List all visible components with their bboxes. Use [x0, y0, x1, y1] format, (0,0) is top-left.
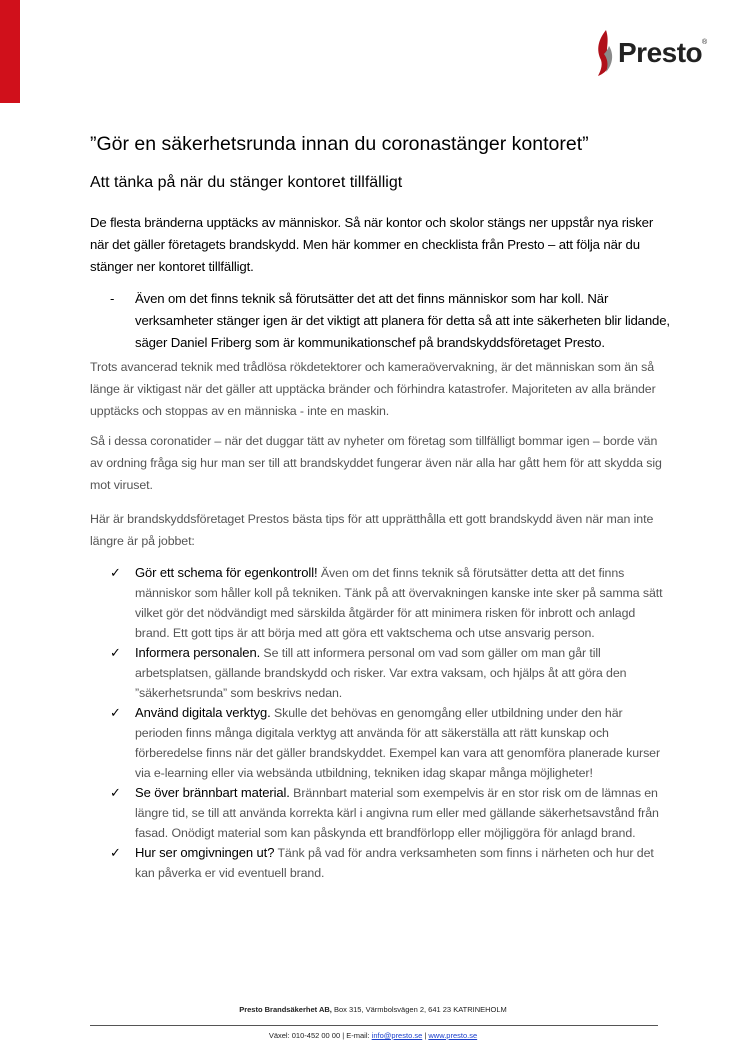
- checklist-item: [110, 563, 665, 643]
- email-link[interactable]: info@presto.se: [371, 1031, 423, 1040]
- body-paragraph: Trots avancerad teknik med trådlösa rökdetektorer och kameraövervakning, är det människan som än så länge är viktigast när det gäller att upptäcka bränder och förhindra katastrofer. Majoriteten av alla bränder upptäcks och stoppas av en människa - inte en maskin.: [90, 360, 656, 418]
- tip-heading: Använd digitala verktyg.: [135, 705, 271, 720]
- checklist-item: [110, 843, 665, 883]
- checkmark-icon: ✓: [110, 645, 121, 660]
- checkmark-icon: ✓: [110, 565, 121, 580]
- presto-logo: [594, 28, 714, 80]
- tip-text: Tänk på vad för andra verksamheten som finns i närheten och hur det kan påverka er vid eventuell brand.: [135, 846, 654, 880]
- footer-contact: [0, 1031, 746, 1040]
- tip-text: Även om det finns teknik så förutsätter detta att det finns människor som håller koll på tekniken. Tänk på att övervakningen kanske inte sker på samma sätt vilket gör det nödvändigt med särskilda åtgärder för att minimera risken för inbrott och anlagd brand. Ett gott tips är att börja med att göra ett vaktschema och utse ansvarig person.: [135, 566, 663, 640]
- lead-paragraph: De flesta bränderna upptäcks av människor. Så när kontor och skolor stängs ner uppstår nya risker när det gäller företagets brandskydd. Men här kommer en checklista från Presto – att följa när du stänger ner kontoret tillfälligt.: [90, 215, 654, 274]
- tip-heading: Se över brännbart material.: [135, 785, 290, 800]
- registered-mark: ®: [702, 39, 708, 46]
- quote-dash: -: [110, 291, 115, 306]
- footer-separator: |: [422, 1031, 429, 1040]
- checkmark-icon: ✓: [110, 705, 121, 720]
- footer-separator: |: [340, 1031, 347, 1040]
- tip-text: Skulle det behövas en genomgång eller utbildning under den här perioden finns många digitala verktyg att använda för att säkerställa att rätt kunskap och förberedelse finns när det gäller brandskyddet. Exempel kan vara att genomföra planerade kurser via e-learning eller via websända utbildning, tekniken idag skapar många möjligheter!: [135, 706, 660, 780]
- website-link[interactable]: www.presto.se: [428, 1031, 478, 1040]
- quote-block: [110, 288, 670, 354]
- checklist-item: [110, 703, 665, 783]
- red-accent-bar: [0, 0, 20, 103]
- tip-heading: Hur ser omgivningen ut?: [135, 845, 275, 860]
- logo-wordmark: Presto: [618, 37, 703, 68]
- checklist-item: [110, 643, 665, 703]
- tip-text: Se till att informera personal om vad som gäller om man går till arbetsplatsen, gällande brandskydd och risker. Var extra vaksam, och hjälps åt att göra den ”säkerhetsrunda” som beskrivs nedan.: [135, 646, 627, 700]
- tip-heading: Gör ett schema för egenkontroll!: [135, 565, 318, 580]
- footer-phone: Växel: 010-452 00 00: [268, 1031, 341, 1040]
- page-title: ”Gör en säkerhetsrunda innan du coronastänger kontoret”: [90, 133, 589, 155]
- tips-checklist: [110, 563, 665, 883]
- footer-address: [0, 1005, 746, 1014]
- footer-postal-address: Box 315, Värmbolsvägen 2, 641 23 KATRINEHOLM: [331, 1005, 507, 1014]
- checklist-item: [110, 783, 665, 843]
- footer-company: Presto Brandsäkerhet AB,: [239, 1005, 332, 1014]
- footer-divider: [90, 1025, 658, 1026]
- footer-email-label: E-mail:: [346, 1031, 372, 1040]
- flame-icon: [594, 28, 616, 78]
- checkmark-icon: ✓: [110, 785, 121, 800]
- checkmark-icon: ✓: [110, 845, 121, 860]
- quote-text: Även om det finns teknik så förutsätter det att det finns människor som har koll. När verksamheter stänger igen är det viktigt att planera för detta så att inte säkerheten blir lidande, säger Daniel Friberg som är kommunikationschef på brandskyddsföretaget Presto.: [135, 291, 670, 350]
- body-paragraph: Så i dessa coronatider – när det duggar tätt av nyheter om företag som tillfälligt bommar igen – borde vän av ordning fråga sig hur man ser till att brandskyddet fungerar även när alla har gått hem för att skydda sig mot viruset.: [90, 434, 662, 492]
- body-paragraph: Här är brandskyddsföretaget Prestos bästa tips för att upprätthålla ett gott brandskydd även när man inte längre är på jobbet:: [90, 512, 654, 548]
- page-subtitle: Att tänka på när du stänger kontoret tillfälligt: [90, 174, 403, 191]
- tip-text: Brännbart material som exempelvis är en stor risk om de lämnas en längre tid, se till att använda korrekta kärl i angivna rum eller med gällande säkerhetsavstånd från fasad. Onödigt material som kan påskynda ett brandförlopp eller möjliggöra för anlagd brand.: [135, 786, 659, 840]
- tip-heading: Informera personalen.: [135, 645, 261, 660]
